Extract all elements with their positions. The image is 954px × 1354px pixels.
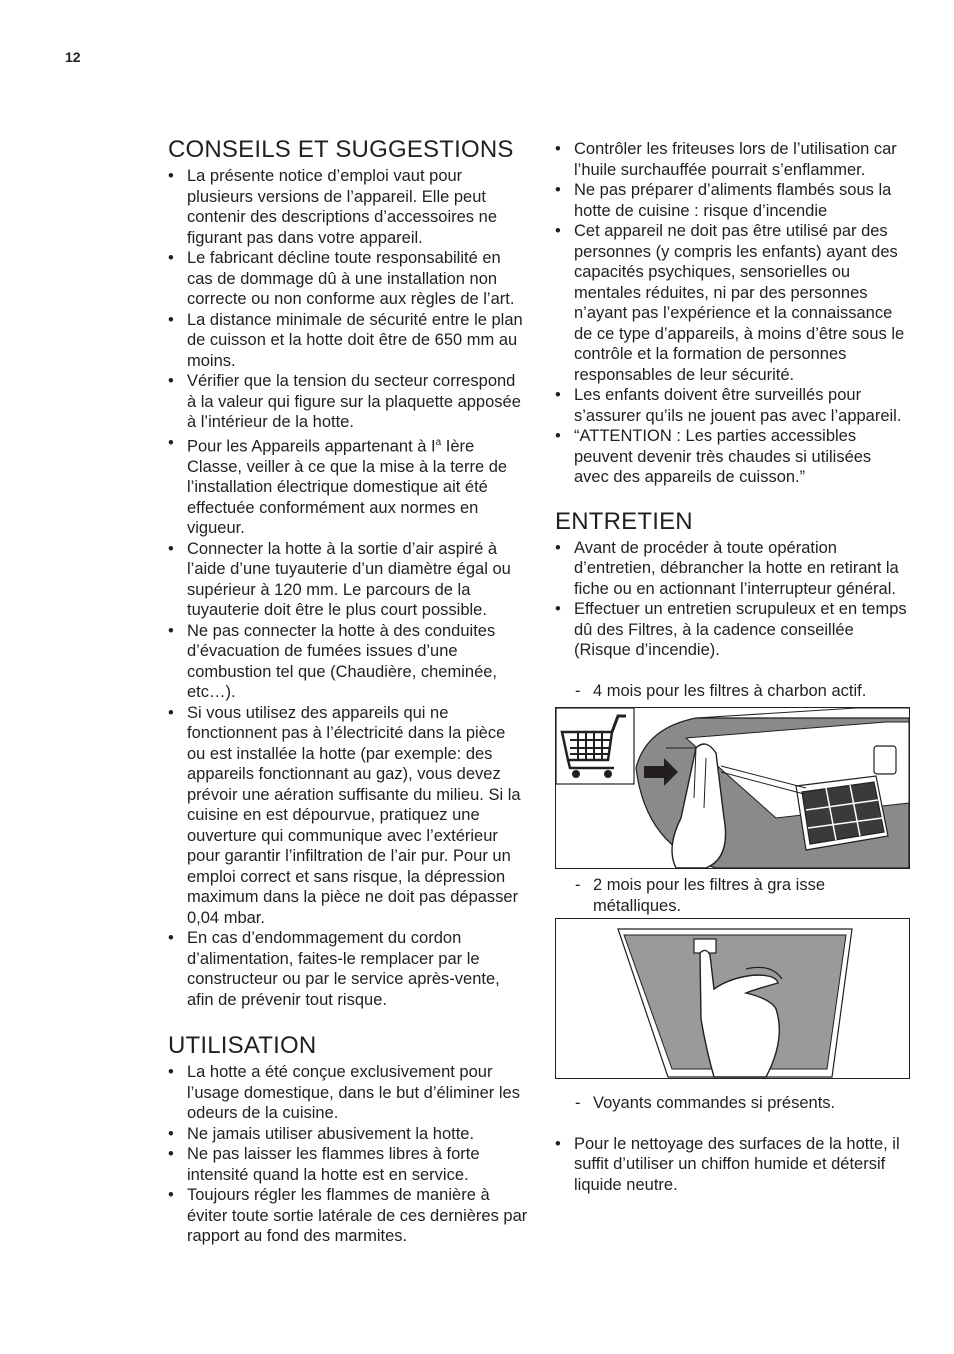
list-item: • Ne pas préparer d’aliments flambés sous la hotte de cuisine : risque d’incendie <box>555 180 910 221</box>
list-item: • Si vous utilisez des appareils qui ne fonctionnent pas à l’électricité dans la pièce ou est installée la hotte (par exemple: des appareils fonctionnant au gaz), vous devez prévoir une aération suffisante du milieu. Si la cuisine en est dépourvue, pratiquez une ouverture qui communique avec l’extérieur pour garantir l’infiltration de l’air pur. Pour un emploi correct et sans risque, la dépression maximum dans la pièce ne doit pas dépasser 0,04 mbar. <box>168 703 528 929</box>
list-item: • La distance minimale de sécurité entre le plan de cuisson et la hotte doit être de 650 mm au moins. <box>168 310 528 372</box>
dash-item-voyants: - Voyants commandes si présents. <box>555 1093 910 1114</box>
list-item: • Connecter la hotte à la sortie d’air aspiré à l’aide d’une tuyauterie d’un diamètre égal ou supérieur à 120 mm. Le parcours de la tuyauterie doit être le plus court possible. <box>168 539 528 621</box>
list-item: • Les enfants doivent être surveillés pour s’assurer qu’ils ne jouent pas avec l’appareil. <box>555 385 910 426</box>
list-item-prefix-end: Ière <box>441 437 475 455</box>
page-number: 12 <box>65 49 81 65</box>
list-item: • Contrôler les friteuses lors de l’utilisation car l’huile surchauffée pourrait s’enflammer. <box>555 139 910 180</box>
entretien-list <box>555 538 910 661</box>
dash-item-charbon: - 4 mois pour les filtres à charbon actif. <box>555 681 910 702</box>
list-item: • Toujours régler les flammes de manière à éviter toute sortie latérale de ces dernières par rapport au fond des marmites. <box>168 1185 528 1247</box>
list-item: • Le fabricant décline toute responsabilité en cas de dommage dû à une installation non correcte ou non conforme aux règles de l’art. <box>168 248 528 310</box>
charcoal-filter-figure <box>555 707 910 869</box>
utilisation-list <box>168 1062 528 1247</box>
grease-filter-illustration <box>556 919 909 1078</box>
right-column <box>555 139 910 1195</box>
list-item: • Ne pas connecter la hotte à des conduites d’évacuation de fumées issues d’une combustion tel que (Chaudière, cheminée, etc…). <box>168 621 528 703</box>
list-item: • Ne pas laisser les flammes libres à forte intensité quand la hotte est en service. <box>168 1144 528 1185</box>
charcoal-filter-illustration <box>556 708 909 868</box>
section-title-utilisation: UTILISATION <box>168 1032 317 1059</box>
list-item: • Vérifier que la tension du secteur correspond à la valeur qui figure sur la plaquette apposée à l’intérieur de la hotte. <box>168 371 528 433</box>
list-item: • La hotte a été conçue exclusivement pour l’usage domestique, dans le but d’éliminer les odeurs de la cuisine. <box>168 1062 528 1124</box>
list-item-prefix: Pour les Appareils appartenant à I <box>187 437 436 455</box>
list-item: • La présente notice d’emploi vaut pour plusieurs versions de l’appareil. Elle peut contenir des descriptions d’accessoires ne figurant pas dans votre appareil. <box>168 166 528 248</box>
list-item: • “ATTENTION : Les parties accessibles peuvent devenir très chaudes si utilisées avec des appareils de cuisson.” <box>555 426 910 488</box>
list-item: • Effectuer un entretien scrupuleux et en temps dû des Filtres, à la cadence conseillée (Risque d’incendie). <box>555 599 910 661</box>
grease-filter-figure <box>555 918 910 1079</box>
list-item: • Pour le nettoyage des surfaces de la hotte, il suffit d’utiliser un chiffon humide et détersif liquide neutre. <box>555 1134 910 1196</box>
list-item <box>168 433 528 539</box>
list-item-text: Classe, veiller à ce que la mise à la terre de l’installation électrique domestique ait été effectuée conformément aux normes en vigueur. <box>187 457 508 537</box>
safety-list <box>555 139 910 488</box>
cleaning-list <box>555 1134 910 1196</box>
list-item: • En cas d’endommagement du cordon d’alimentation, faites-le remplacer par le constructeur ou par le service après-vente, afin de prévenir tout risque. <box>168 928 528 1010</box>
section-title-conseils: CONSEILS ET SUGGESTIONS <box>168 136 514 163</box>
left-column <box>168 136 528 1247</box>
list-item: • Ne jamais utiliser abusivement la hotte. <box>168 1124 528 1145</box>
list-item: • Cet appareil ne doit pas être utilisé par des personnes (y compris les enfants) ayant des capacités psychiques, sensorielles ou mentales réduites, ni par des personnes n’ayant pas l’expérience et la connaissance de ce type d’appareils, à moins d’être sous le contrôle et la formation de personnes responsables de leur sécurité. <box>555 221 910 385</box>
section-title-entretien: ENTRETIEN <box>555 507 693 535</box>
dash-item-graisse: - 2 mois pour les filtres à gra isse métalliques. <box>555 875 910 916</box>
conseils-list <box>168 166 528 1010</box>
list-item: • Avant de procéder à toute opération d’entretien, débrancher la hotte en retirant la fiche ou en actionnant l’interrupteur général. <box>555 538 910 600</box>
superscript: a <box>435 436 442 448</box>
